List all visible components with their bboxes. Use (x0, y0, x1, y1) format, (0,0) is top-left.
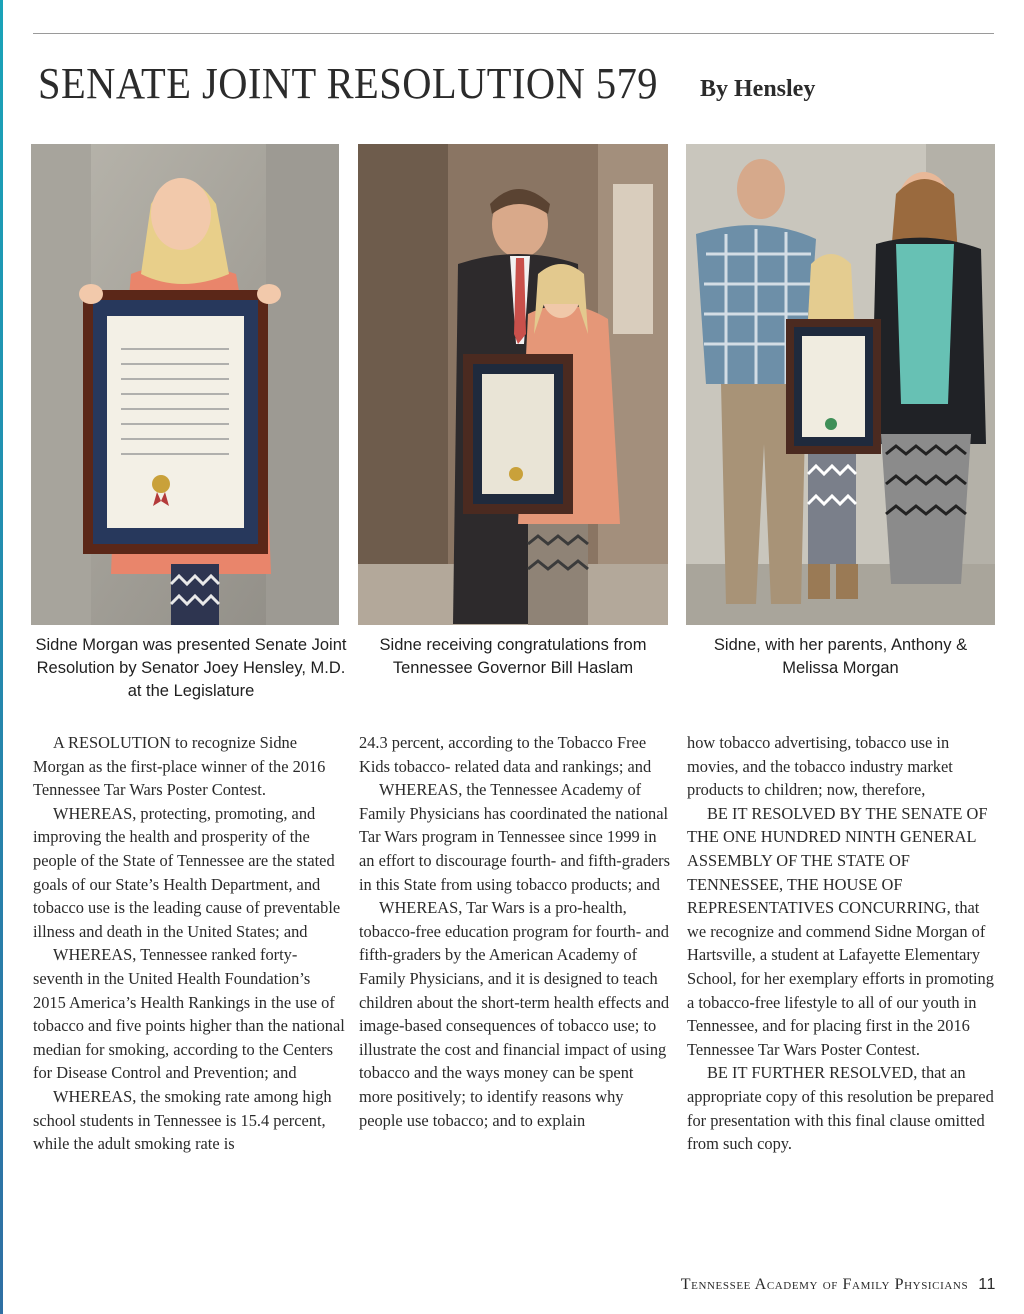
paragraph: WHEREAS, protecting, promoting, and improving the health and prosperity of the people of the State of Tennessee are the stated goals of our State’s Health Department, and tobacco use is the leading cause of preventable illness and death in the United States; and (33, 803, 341, 941)
body-column-3 (687, 731, 999, 1156)
photo-caption: Sidne, with her parents, Anthony & Melissa Morgan (713, 636, 968, 677)
paragraph: WHEREAS, the smoking rate among high school students in Tennessee is 15.4 percent, while the adult smoking rate is (33, 1086, 332, 1154)
title-row (38, 58, 712, 109)
paragraph: A RESOLUTION to recognize Sidne Morgan as the first-place winner of the 2016 Tennessee Tar Wars Poster Contest. (33, 733, 326, 800)
paragraph: BE IT RESOLVED BY THE SENATE OF THE ONE HUNDRED NINTH GENERAL ASSEMBLY OF THE STATE OF TENNESSEE, THE HOUSE OF REPRESENTATIVES CONCURRING, that we recognize and commend Sidne Morgan of Hartsville, a student at Lafayette Elementary School, for her exemplary efforts in promoting a tobacco-free lifestyle to all of our youth in Tennessee, and for placing first in the 2016 Tennessee Tar Wars Poster Contest. (687, 803, 994, 1059)
paragraph: WHEREAS, Tennessee ranked forty-seventh in the United Health Foundation’s 2015 America’s Health Rankings in the use of tobacco and five points higher than the national median for smoking, according to the Centers for Disease Control and Prevention; and (33, 945, 345, 1083)
paragraph: WHEREAS, Tar Wars is a pro-health, tobacco-free education program for fourth- and fifth-graders by the American Academy of Family Physicians, and it is designed to teach children about the short-term health effects and image-based consequences of tobacco use; to illustrate the cost and financial impact of using tobacco and the ways money can be spent more positively; to identify reasons why people use tobacco; and to explain (359, 898, 670, 1130)
photo-sidne-with-governor (358, 144, 668, 625)
page-footer (681, 1276, 996, 1294)
photo-caption: Sidne Morgan was presented Senate Joint Resolution by Senator Joey Hensley, M.D. at the Legislature (35, 636, 347, 700)
paragraph: 24.3 percent, according to the Tobacco Free Kids tobacco- related data and rankings; and (359, 733, 652, 776)
page-title: SENATE JOINT RESOLUTION 579 (38, 59, 658, 108)
body-column-1 (33, 731, 345, 1156)
top-rule (33, 33, 994, 34)
paragraph: WHEREAS, the Tennessee Academy of Family Physicians has coordinated the national Tar Wars program in Tennessee since 1999 in an effort to discourage fourth- and fifth-graders in this State from using tobacco products; and (359, 780, 670, 894)
publication-name: Tennessee Academy of Family Physicians (680, 1276, 969, 1293)
photo-caption: Sidne receiving congratulations from Tennessee Governor Bill Haslam (379, 636, 647, 677)
edge-color-stripe (0, 0, 3, 1314)
paragraph: how tobacco advertising, tobacco use in movies, and the tobacco industry market products to children; now, therefore, (687, 733, 953, 800)
photo-sidne-with-parents (686, 144, 995, 625)
byline: By Hensley (700, 76, 816, 102)
photo-sidne-holding-resolution (31, 144, 339, 625)
page-number: 11 (978, 1276, 996, 1293)
body-column-2 (359, 731, 671, 1132)
paragraph: BE IT FURTHER RESOLVED, that an appropriate copy of this resolution be prepared for presentation with this final clause omitted from such copy. (687, 1063, 994, 1154)
